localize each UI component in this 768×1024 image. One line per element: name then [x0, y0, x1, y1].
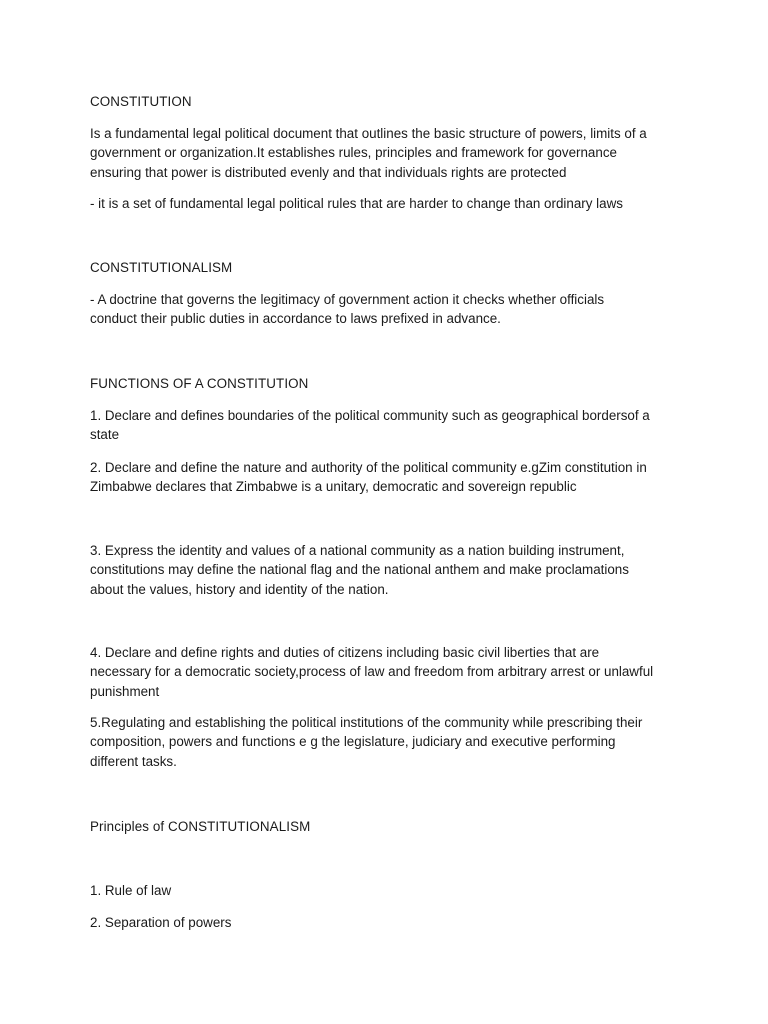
- text-line: necessary for a democratic society,process of law and freedom from arbitrary arrest or unlawful: [90, 664, 654, 680]
- text-line: ensuring that power is distributed evenly and that individuals rights are protected: [90, 164, 567, 180]
- text-line: government or organization.It establishes rules, principles and framework for governance: [90, 145, 617, 161]
- function-item-4: [90, 643, 690, 701]
- text-line: 4. Declare and define rights and duties of citizens including basic civil liberties that are: [90, 645, 600, 660]
- function-item-5: [90, 713, 690, 771]
- text-line: 2. Declare and define the nature and authority of the political community e.gZim constitution in: [90, 460, 647, 475]
- text-line: Zimbabwe declares that Zimbabwe is a unitary, democratic and sovereign republic: [90, 479, 577, 495]
- text-line: - A doctrine that governs the legitimacy of government action it checks whether officials: [90, 292, 605, 307]
- heading-constitutionalism: CONSTITUTIONALISM: [90, 260, 233, 275]
- heading-functions: FUNCTIONS OF A CONSTITUTION: [90, 376, 309, 391]
- heading-constitution: CONSTITUTION: [90, 94, 192, 109]
- principle-item-1: 1. Rule of law: [90, 883, 172, 898]
- text-line: 3. Express the identity and values of a national community as a nation building instrument,: [90, 543, 625, 558]
- text-line: 1. Declare and defines boundaries of the political community such as geographical bordersof a: [90, 408, 650, 423]
- constitution-definition: [90, 124, 690, 182]
- text-line: constitutions may define the national flag and the national anthem and make proclamations: [90, 562, 629, 578]
- heading-principles: Principles of CONSTITUTIONALISM: [90, 819, 311, 834]
- text-line: punishment: [90, 683, 160, 699]
- text-line: conduct their public duties in accordance to laws prefixed in advance.: [90, 311, 501, 327]
- function-item-2: [90, 458, 690, 497]
- text-line: Is a fundamental legal political document that outlines the basic structure of powers, limits of a: [90, 126, 647, 141]
- text-line: about the values, history and identity of the nation.: [90, 581, 389, 597]
- text-line: different tasks.: [90, 753, 177, 769]
- constitutionalism-definition: [90, 290, 690, 329]
- function-item-1: [90, 406, 690, 445]
- constitution-note: - it is a set of fundamental legal political rules that are harder to change than ordinary laws: [90, 196, 623, 211]
- function-item-3: [90, 541, 690, 599]
- text-line: 5.Regulating and establishing the political institutions of the community while prescribing their: [90, 715, 643, 730]
- text-line: composition, powers and functions e g the legislature, judiciary and executive performing: [90, 734, 616, 750]
- principle-item-2: 2. Separation of powers: [90, 915, 232, 930]
- text-line: state: [90, 427, 120, 443]
